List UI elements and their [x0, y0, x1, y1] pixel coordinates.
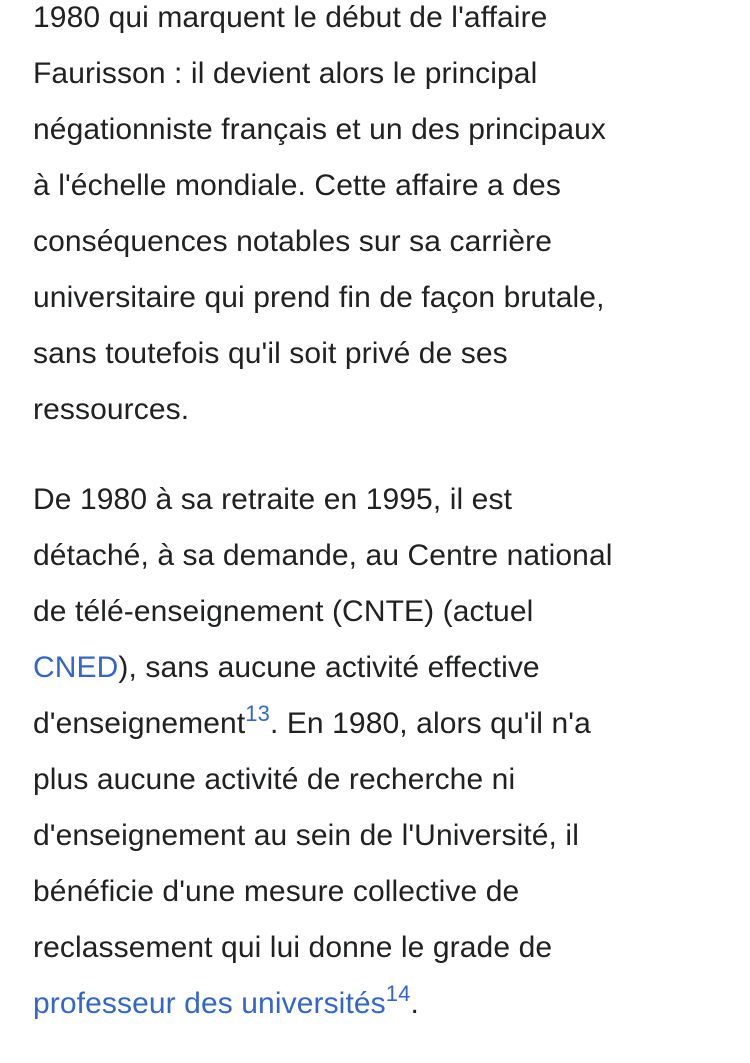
- article-body: [33, 0, 733, 1032]
- professeur-des-universites-link[interactable]: professeur des universités: [33, 987, 386, 1020]
- text-line: détaché, à sa demande, au Centre national: [33, 539, 613, 572]
- text-line: ressources.: [33, 393, 190, 426]
- text-fragment: ), sans aucune activité effective: [118, 651, 540, 684]
- paragraph-1: [33, 0, 733, 438]
- text-line: 1980 qui marquent le début de l'affaire: [33, 1, 548, 34]
- text-line: Faurisson : il devient alors le principal: [33, 57, 538, 90]
- text-line: universitaire qui prend fin de façon brutale,: [33, 281, 605, 314]
- text-line: sans toutefois qu'il soit privé de ses: [33, 337, 508, 370]
- text-line: d'enseignement au sein de l'Université, il: [33, 819, 579, 852]
- paragraph-2: [33, 472, 733, 1032]
- text-fragment: . En 1980, alors qu'il n'a: [269, 707, 591, 740]
- cned-link[interactable]: CNED: [33, 651, 119, 684]
- reference-14[interactable]: [386, 981, 411, 1006]
- reference-link[interactable]: 14: [385, 981, 411, 1006]
- text-line: de télé-enseignement (CNTE) (actuel: [33, 595, 534, 628]
- text-line: négationniste français et un des principaux: [33, 113, 606, 146]
- text-line: [33, 696, 733, 752]
- text-line: [33, 976, 733, 1032]
- text-line: bénéficie d'une mesure collective de: [33, 875, 520, 908]
- text-fragment: d'enseignement: [33, 707, 246, 740]
- reference-13[interactable]: [245, 701, 270, 726]
- text-line: à l'échelle mondiale. Cette affaire a des: [33, 169, 561, 202]
- text-line: De 1980 à sa retraite en 1995, il est: [33, 483, 512, 516]
- text-line: conséquences notables sur sa carrière: [33, 225, 552, 258]
- text-line: [33, 640, 733, 696]
- text-line: reclassement qui lui donne le grade de: [33, 931, 553, 964]
- reference-link[interactable]: 13: [245, 701, 270, 726]
- text-fragment: .: [410, 987, 419, 1020]
- text-line: plus aucune activité de recherche ni: [33, 763, 516, 796]
